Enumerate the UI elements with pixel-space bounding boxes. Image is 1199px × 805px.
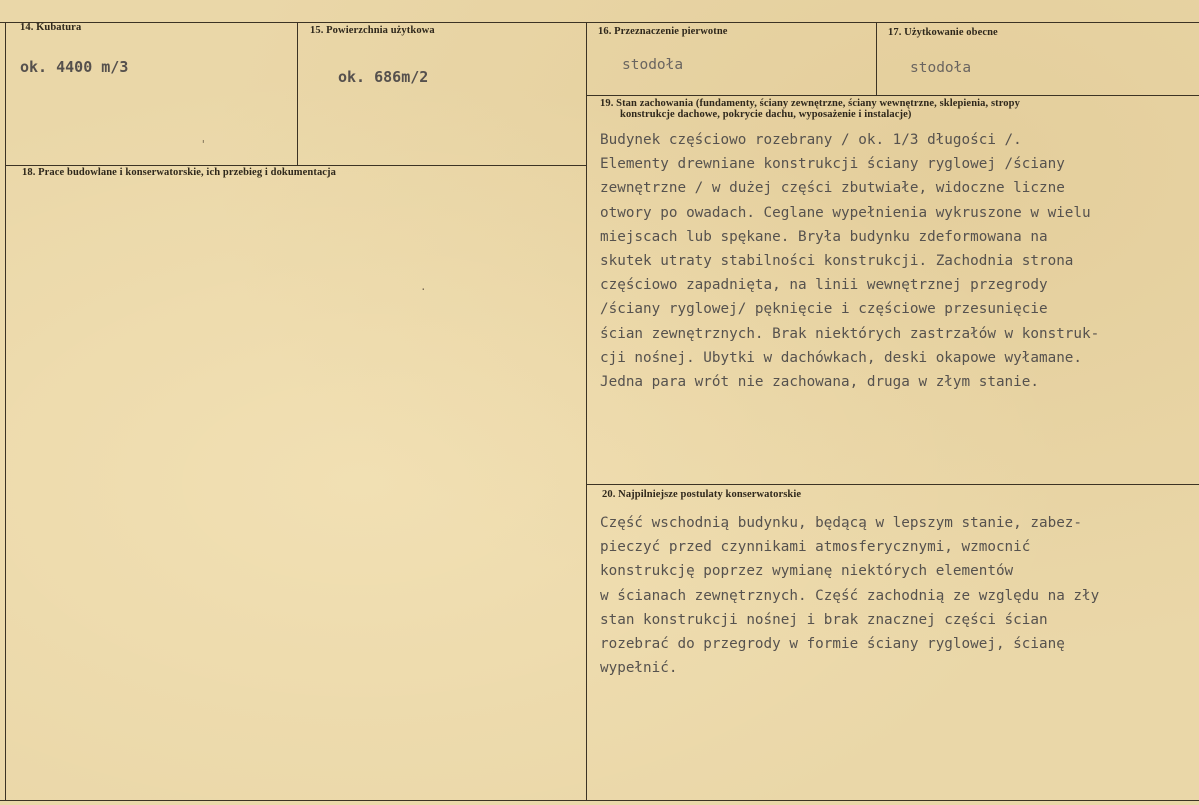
field-19-line: cji nośnej. Ubytki w dachówkach, deski okapowe wyłamane. [600, 349, 1083, 366]
divider-16-19 [586, 95, 1199, 96]
field-15-label: 15. Powierzchnia użytkowa [310, 25, 435, 36]
field-20-line: stan konstrukcji nośnej i brak znacznej części ścian [600, 611, 1048, 628]
field-16-label: 16. Przeznaczenie pierwotne [598, 26, 728, 37]
field-19-line: ścian zewnętrznych. Brak niektórych zastrzałów w konstruk- [600, 325, 1100, 342]
ink-speck: ' [200, 138, 207, 151]
field-19-label-line2: konstrukcje dachowe, pokrycie dachu, wyposażenie i instalacje) [620, 109, 912, 120]
field-19-line: Elementy drewniane konstrukcji ściany ryglowej /ściany [600, 156, 1065, 173]
field-19-line: /ściany ryglowej/ pęknięcie i częściowe przesunięcie [600, 301, 1048, 318]
field-19-line: częściowo zapadnięta, na linii wewnętrznej przegrody [600, 277, 1048, 294]
ink-speck: . [420, 280, 427, 293]
field-18-label: 18. Prace budowlane i konserwatorskie, ich przebieg i dokumentacja [22, 167, 337, 178]
divider-19-20 [586, 484, 1199, 485]
field-16-value: stodoła [622, 57, 684, 73]
field-19-line: miejscach lub spękane. Bryła budynku zdeformowana na [600, 228, 1048, 245]
field-17-label: 17. Użytkowanie obecne [888, 27, 998, 38]
field-19-text [600, 128, 1099, 394]
divider-14-15 [297, 22, 298, 166]
field-20-line: konstrukcję poprzez wymianę niektórych elementów [600, 563, 1014, 580]
field-20-line: w ścianach zewnętrznych. Część zachodnią ze względu na zły [600, 587, 1100, 604]
field-19-line: otwory po owadach. Ceglane wypełnienia wykruszone w wielu [600, 204, 1091, 221]
field-20-text [600, 511, 1099, 680]
field-14-label: 14. Kubatura [20, 22, 82, 33]
field-20-line: wypełnić. [600, 660, 678, 677]
field-20-label: 20. Najpilniejsze postulaty konserwatorskie [602, 489, 802, 500]
field-19-line: zewnętrzne / w dużej części zbutwiałe, widoczne liczne [600, 180, 1065, 197]
bottom-border [0, 800, 1199, 801]
field-20-line: Część wschodnią budynku, będącą w lepszym stanie, zabez- [600, 515, 1083, 531]
top-border [0, 22, 1199, 23]
left-border [5, 22, 6, 800]
field-20-line: rozebrać do przegrody w formie ściany ryglowej, ścianę [600, 636, 1065, 653]
divider-14-18 [5, 165, 586, 166]
divider-16-17 [876, 22, 877, 95]
field-17-value: stodoła [910, 60, 972, 76]
field-15-value: ok. 686m/2 [338, 68, 429, 86]
field-14-value: ok. 4400 m/3 [20, 58, 129, 76]
field-19-line: Budynek częściowo rozebrany / ok. 1/3 długości /. [600, 132, 1022, 148]
field-19-line: skutek utraty stabilności konstrukcji. Zachodnia strona [600, 253, 1074, 270]
field-19-line: Jedna para wrót nie zachowana, druga w złym stanie. [600, 374, 1039, 391]
center-divider [586, 22, 587, 800]
field-20-line: pieczyć przed czynnikami atmosferycznymi, wzmocnić [600, 539, 1031, 556]
field-19-label-line1: 19. Stan zachowania (fundamenty, ściany zewnętrzne, ściany wewnętrzne, sklepienia, stropy [600, 98, 1020, 109]
